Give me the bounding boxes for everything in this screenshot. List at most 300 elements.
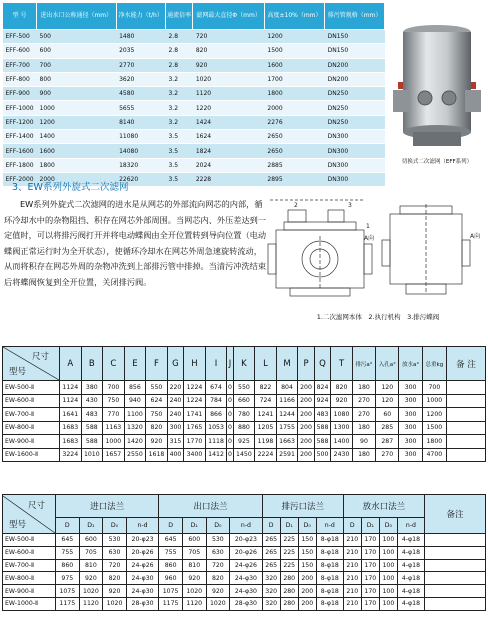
table-cell: 0 [227,381,233,395]
table-cell: EFF-500 [3,30,37,44]
table-cell: 1100 [124,408,146,422]
table-cell: 1075 [56,585,80,598]
table-cell: 645 [56,534,80,547]
table-cell: 3.5 [165,172,192,186]
table-cell: 1200 [264,30,324,44]
table-cell: 380 [81,381,103,395]
table-cell: 1020 [79,585,103,598]
table-cell: 300 [399,421,422,435]
table-cell: 705 [182,546,206,559]
table-cell: 1800 [37,158,117,172]
table-cell: 630 [206,546,230,559]
table-cell: 1200 [422,408,446,422]
table-cell: 0 [227,408,233,422]
table-cell: 4-φ18 [397,585,424,598]
table-cell: 24-φ30 [230,572,263,585]
table-cell: 210 [343,572,361,585]
table-cell: 720 [103,559,127,572]
table-cell: 1683 [60,421,82,435]
table-cell: 1175 [56,597,80,610]
table-cell: 210 [343,546,361,559]
flange-sub-header: D₁ [361,518,379,534]
drawing-label-2: 2 [294,202,298,209]
flange-sub-header: D [262,518,280,534]
table-cell: 3.5 [165,158,192,172]
table-cell: 784 [205,394,227,408]
table-cell: 320 [262,597,280,610]
table-row [3,115,385,129]
table-cell: 588 [81,435,103,449]
flange-table-sub-header [3,518,486,534]
table-row [3,381,486,395]
table-cell: 1000 [103,435,125,449]
table-row [3,394,486,408]
table-cell: 1320 [124,421,146,435]
table-cell: 150 [298,546,316,559]
table-cell: 720 [206,559,230,572]
table-cell: 1205 [255,421,277,435]
table-cell: 2276 [264,115,324,129]
dimension-col-header: Q [314,347,330,381]
table-cell: 920 [182,572,206,585]
table-cell: 820 [146,421,168,435]
table-cell: 210 [343,534,361,547]
table-cell: 0 [227,421,233,435]
table-cell: 600 [182,534,206,547]
table-cell: 1120 [182,597,206,610]
table-cell: 300 [399,408,422,422]
table-cell: 1824 [193,144,265,158]
table-cell: 210 [343,585,361,598]
table-row [3,585,486,598]
table-cell: 588 [314,435,330,449]
table-cell: EFF-1800 [3,158,37,172]
table-cell: 210 [343,597,361,610]
table-cell: 1124 [60,381,82,395]
dimension-col-header: T [331,347,353,381]
remark-cell [425,534,486,547]
flange-sub-header: D₁ [79,518,103,534]
table-cell: 820 [103,572,127,585]
table-cell: EFF-700 [3,58,37,72]
table-cell: 4700 [422,448,446,462]
spec-header-cell: 排污管规格（mm） [325,3,385,30]
spec-table-body [3,30,385,187]
table-cell: EW-900-Ⅱ [3,585,56,598]
remark-cell [425,597,486,610]
table-cell: 3.5 [165,130,192,144]
table-cell: 1400 [331,435,353,449]
table-row [3,158,385,172]
table-cell: 920 [206,585,230,598]
remark-cell [425,585,486,598]
table-cell: 200 [298,572,316,585]
table-cell: EW-700-Ⅱ [3,408,60,422]
table-cell: 2228 [193,172,265,186]
table-cell: 2885 [264,158,324,172]
table-cell: EFF-800 [3,72,37,86]
table-cell: 200 [298,585,316,598]
flange-group-header: 放水口法兰 [343,495,424,518]
table-cell: 600 [79,534,103,547]
table-cell: 750 [103,394,125,408]
table-cell: 8140 [116,115,165,129]
spec-header-cell: 进出水口公称通径（mm） [37,3,117,30]
table-cell: EW-900-Ⅱ [3,435,60,449]
table-cell: 2650 [264,130,324,144]
table-cell: 700 [422,381,446,395]
table-cell: 866 [205,408,227,422]
table-cell: 8-φ18 [316,585,343,598]
table-cell: 270 [376,448,399,462]
table-cell: 2.8 [165,58,192,72]
table-cell: 624 [146,394,168,408]
table-cell: 705 [79,546,103,559]
table-cell: 2.8 [165,44,192,58]
table-cell: 500 [37,30,117,44]
technical-drawing [264,196,488,304]
table-cell: EFF-1000 [3,101,37,115]
table-cell: 240 [167,408,183,422]
table-row [3,421,486,435]
spec-header-cell: 高度±10%（mm） [264,3,324,30]
table-cell: 1800 [422,435,446,449]
table-cell: 1500 [264,44,324,58]
table-cell: 3.2 [165,72,192,86]
flange-sub-header: D [56,518,80,534]
table-cell: 530 [103,534,127,547]
table-cell: 483 [81,408,103,422]
table-row [3,435,486,449]
flange-group-header: 排污口法兰 [262,495,343,518]
table-cell: EFF-1600 [3,144,37,158]
table-cell: 280 [280,597,298,610]
table-cell: DN250 [325,115,385,129]
table-cell: 18320 [116,158,165,172]
table-row [3,144,385,158]
table-cell: 1624 [193,130,265,144]
table-cell: 8-φ18 [316,534,343,547]
table-row [3,44,385,58]
flange-sub-header: D₁ [280,518,298,534]
dimension-col-header: H [184,347,206,381]
remark-cell [447,408,486,422]
table-cell: 11080 [116,130,165,144]
table-cell: 810 [182,559,206,572]
table-cell: 320 [262,585,280,598]
table-cell: 200 [298,421,314,435]
table-row [3,130,385,144]
table-cell: DN200 [325,58,385,72]
table-cell: 2024 [193,158,265,172]
table-cell: 2650 [264,144,324,158]
table-cell: 5655 [116,101,165,115]
table-cell: 856 [124,381,146,395]
table-cell: 920 [79,572,103,585]
dimension-remark-header: 备 注 [447,347,486,381]
table-cell: 14080 [116,144,165,158]
table-cell: 3224 [60,448,82,462]
flange-sub-header: D₀ [103,518,127,534]
table-cell: 4-φ18 [397,546,424,559]
spec-header-cell: 型 号 [3,3,37,30]
table-cell: 2224 [255,448,277,462]
table-cell: 200 [298,597,316,610]
table-cell: 265 [262,546,280,559]
table-cell: 270 [352,408,375,422]
table-cell: DN200 [325,72,385,86]
dimension-col-header: E [124,347,146,381]
table-cell: 1641 [60,408,82,422]
table-cell: 1224 [184,381,206,395]
table-cell: 1175 [159,597,183,610]
table-cell: 860 [56,559,80,572]
table-cell: 1120 [79,597,103,610]
table-cell: 100 [379,534,397,547]
table-cell: 225 [280,559,298,572]
dimension-table-header [3,347,486,381]
table-cell: 1741 [184,408,206,422]
table-cell: 822 [255,381,277,395]
table-cell: 1450 [233,448,255,462]
table-cell: 1000 [37,101,117,115]
table-cell: 4-φ18 [397,559,424,572]
flange-sub-header: D [159,518,183,534]
table-cell: 100 [379,585,397,598]
table-cell: 180 [352,421,375,435]
table-cell: 0 [227,394,233,408]
table-row [3,58,385,72]
spec-header-cell: 滤网最大直径Φ（mm） [193,3,265,30]
table-cell: DN250 [325,87,385,101]
table-cell: 530 [206,534,230,547]
table-cell: 1020 [182,585,206,598]
flange-sub-header: D₀ [379,518,397,534]
table-cell: 1700 [264,72,324,86]
drawing-label-1: 1 [366,223,370,230]
dimension-col-header: J [227,347,233,381]
table-cell: 940 [124,394,146,408]
table-cell: 3.5 [165,144,192,158]
table-cell: 483 [314,408,330,422]
remark-cell [447,448,486,462]
table-cell: 880 [233,421,255,435]
table-cell: 810 [79,559,103,572]
table-cell: DN150 [325,30,385,44]
table-cell: EFF-900 [3,87,37,101]
table-cell: 170 [361,559,379,572]
table-cell: 4-φ18 [397,597,424,610]
table-cell: 320 [262,572,280,585]
table-cell: 20-φ23 [230,534,263,547]
table-cell: 170 [361,546,379,559]
table-cell: 1300 [331,421,353,435]
dimension-col-header: L [255,347,277,381]
dimension-col-header: 排污a° [352,347,375,381]
table-cell: EW-500-Ⅱ [3,534,56,547]
dimension-corner-top: 尺寸 [31,352,49,362]
table-cell: 8-φ18 [316,572,343,585]
table-cell: 8-φ18 [316,559,343,572]
table-cell: 100 [379,572,397,585]
table-cell: 150 [298,559,316,572]
table-cell: 1075 [159,585,183,598]
table-cell: 0 [227,435,233,449]
dimension-col-header: 入孔a° [376,347,399,381]
table-cell: 2035 [116,44,165,58]
table-cell: 3.2 [165,115,192,129]
table-cell: 1600 [264,58,324,72]
table-cell: 1000 [422,394,446,408]
table-cell: 920 [103,585,127,598]
table-cell: 1618 [146,448,168,462]
table-cell: 200 [298,408,314,422]
table-cell: 4-φ18 [397,534,424,547]
table-cell: 170 [361,597,379,610]
table-cell: 1663 [276,435,298,449]
table-cell: EFF-1400 [3,130,37,144]
table-cell: 220 [167,381,183,395]
flange-sub-header: n-d [126,518,159,534]
table-cell: EFF-600 [3,44,37,58]
table-cell: 1120 [193,87,265,101]
table-cell: 924 [314,394,330,408]
table-cell: 170 [361,572,379,585]
drawing-label-3: 3 [348,202,352,209]
table-row [3,559,486,572]
table-cell: 300 [399,435,422,449]
table-cell: 588 [81,421,103,435]
table-cell: 1241 [255,408,277,422]
table-cell: 1080 [331,408,353,422]
table-cell: 588 [314,421,330,435]
table-cell: 270 [352,394,375,408]
table-cell: 200 [298,435,314,449]
table-cell: 720 [193,30,265,44]
table-row [3,101,385,115]
table-cell: 28-φ30 [126,597,159,610]
table-cell: 315 [167,435,183,449]
table-cell: 920 [331,394,353,408]
table-cell: 755 [159,546,183,559]
dimension-col-header: K [233,347,255,381]
table-cell: 700 [37,58,117,72]
table-cell: 800 [37,72,117,86]
table-cell: EW-800-Ⅱ [3,572,56,585]
flange-sub-header: D [343,518,361,534]
table-cell: 1657 [103,448,125,462]
table-cell: 285 [376,421,399,435]
table-cell: 1800 [264,87,324,101]
table-cell: 500 [314,448,330,462]
table-cell: 120 [376,381,399,395]
dimension-col-header: C [103,347,125,381]
table-cell: 724 [255,394,277,408]
table-cell: 1600 [37,144,117,158]
drawing-caption: 1.二次滤网本体 2.执行机构 3.排污蝶阀 [316,313,440,321]
table-cell: 20-φ23 [126,534,159,547]
flange-table-group-header [3,495,486,518]
table-cell: 22620 [116,172,165,186]
table-cell: 200 [298,381,314,395]
table-cell: 225 [280,534,298,547]
table-cell: 280 [280,572,298,585]
table-cell: 2895 [264,172,324,186]
table-cell: DN150 [325,44,385,58]
table-cell: 1770 [184,435,206,449]
flange-sub-header: n-d [397,518,424,534]
dimension-col-header: P [298,347,314,381]
table-cell: 90 [352,435,375,449]
flange-corner-cell [3,495,56,534]
table-cell: 287 [376,435,399,449]
table-cell: 240 [167,394,183,408]
table-cell: 1166 [276,394,298,408]
table-cell: 1020 [206,597,230,610]
table-cell: 920 [193,58,265,72]
drawing-label-a-right: A向 [470,233,481,240]
table-cell: 645 [159,534,183,547]
flange-sub-header: D₁ [182,518,206,534]
flange-corner-bottom: 型号 [9,519,27,530]
table-cell: 1053 [205,421,227,435]
flange-group-header: 进口法兰 [56,495,159,518]
table-cell: 24-φ26 [230,559,263,572]
table-row [3,534,486,547]
table-cell: 100 [379,597,397,610]
table-cell: 770 [103,408,125,422]
table-cell: 265 [262,534,280,547]
table-cell: 960 [159,572,183,585]
table-cell: 170 [361,585,379,598]
dimension-col-header: M [276,347,298,381]
dimension-corner-bottom: 型号 [9,367,27,377]
table-cell: 925 [233,435,255,449]
dimension-col-header: G [167,347,183,381]
table-cell: 300 [399,381,422,395]
table-cell: 300 [167,421,183,435]
table-cell: 1224 [184,394,206,408]
table-cell: 170 [361,534,379,547]
table-cell: 265 [262,559,280,572]
table-cell: 1244 [276,408,298,422]
table-cell: EW-500-Ⅱ [3,381,60,395]
table-cell: 200 [298,448,314,462]
table-cell: 1480 [116,30,165,44]
table-cell: 225 [280,546,298,559]
table-cell: EW-1000-Ⅱ [3,597,56,610]
table-cell: 750 [146,408,168,422]
spec-header-cell: 通流倍率 [165,3,192,30]
table-cell: EW-700-Ⅱ [3,559,56,572]
table-cell: 674 [205,381,227,395]
remark-cell [447,421,486,435]
dimension-table-body [3,381,486,462]
table-cell: DN300 [325,172,385,186]
section-paragraph: EW系列外旋式二次滤网的进水是从网芯的外部流向网芯的内部，循环冷却水中的杂物阻挡、积存在网芯外部周围。当网芯内、外压差达到一定值时，可以将排污阀打开并将电动蝶阀由全开位置转到导向位置（电动蝶阀正常运行时为全开状态），使循环冷却水在网芯外周急速旋转流动，从而将积存在网芯外周的杂物冲洗到上部排污管中排掉。当清污冲洗结束后将蝶阀恢复到全开位置，关闭排污阀。 [4,199,267,287]
table-cell: DN300 [325,144,385,158]
table-row [3,408,486,422]
table-cell: 210 [343,559,361,572]
table-cell: 820 [193,44,265,58]
table-cell: 755 [56,546,80,559]
table-cell: 860 [159,559,183,572]
table-cell: 24-φ26 [126,559,159,572]
table-cell: 24-φ30 [126,572,159,585]
remark-cell [447,381,486,395]
table-cell: 600 [37,44,117,58]
table-cell: 550 [233,381,255,395]
